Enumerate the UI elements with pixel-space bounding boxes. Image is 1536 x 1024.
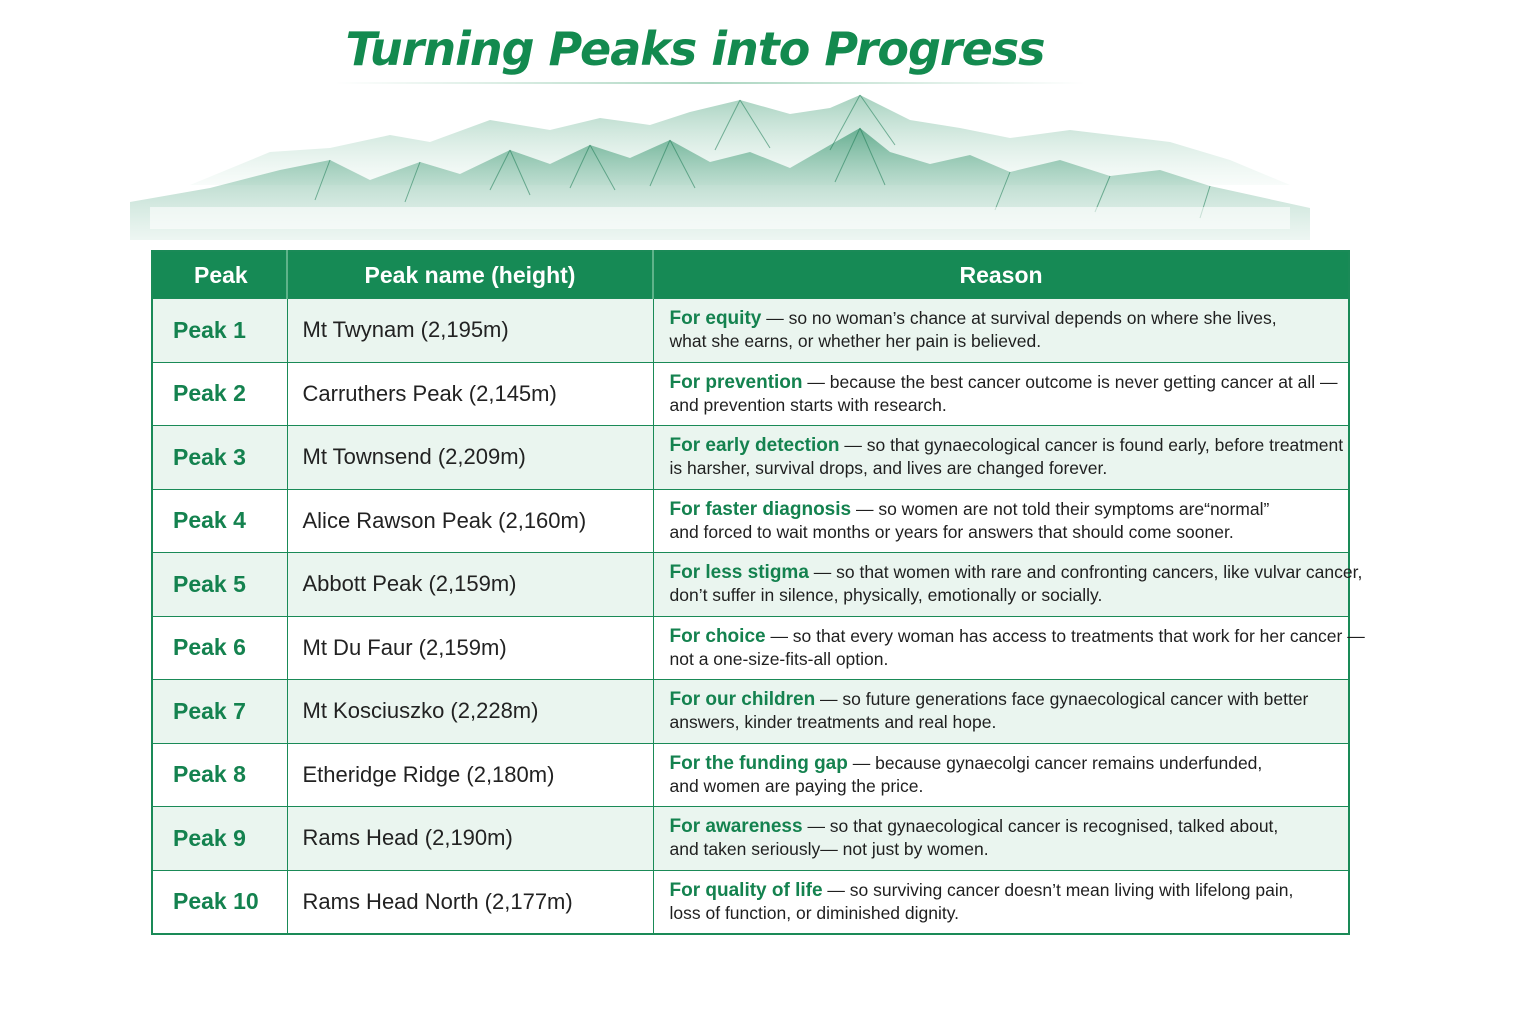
reason-text: — so that gynaecological cancer is found early, before treatment [839, 435, 1344, 456]
reason-line-1 [670, 371, 1339, 394]
reason-cell [653, 426, 1349, 490]
peak-name-height: Alice Rawson Peak (2,160m) [287, 489, 653, 553]
table-row [152, 489, 1349, 553]
table-row [152, 616, 1349, 680]
peak-number: Peak 8 [152, 743, 287, 807]
reason-cell [653, 299, 1349, 363]
peaks-table [151, 250, 1365, 935]
table-row [152, 807, 1349, 871]
reason-line-1 [670, 815, 1339, 838]
reason-line-1 [669, 625, 1365, 648]
reason-line-1 [669, 561, 1363, 584]
reason-line-1 [670, 498, 1339, 521]
reason-cell [653, 362, 1349, 426]
reason-line-2: don’t suffer in silence, physically, emotionally or socially. [669, 585, 1103, 606]
reason-cell [653, 870, 1349, 934]
reason-line-1 [670, 752, 1339, 775]
peak-number: Peak 5 [152, 553, 287, 617]
header-reason: Reason [653, 251, 1349, 299]
reason-text: — so that gynaecological cancer is recognised, talked about, [802, 816, 1279, 837]
title-underline [335, 82, 1085, 84]
peak-number: Peak 10 [152, 870, 287, 934]
peak-name-height: Etheridge Ridge (2,180m) [287, 743, 653, 807]
peak-number: Peak 6 [152, 616, 287, 680]
table-row [152, 553, 1349, 617]
reason-line-2: what she earns, or whether her pain is believed. [669, 331, 1042, 352]
peak-name-height: Rams Head North (2,177m) [287, 870, 653, 934]
peak-name-height: Mt Du Faur (2,159m) [287, 616, 653, 680]
reason-cell [653, 680, 1349, 744]
reason-line-1 [669, 434, 1344, 457]
peak-name-height: Mt Kosciuszko (2,228m) [287, 680, 653, 744]
reason-lead: For prevention [669, 371, 803, 393]
reason-line-2: answers, kinder treatments and real hope. [669, 712, 997, 733]
peak-name-height: Carruthers Peak (2,145m) [287, 362, 653, 426]
reason-text: — because gynaecolgi cancer remains underfunded, [847, 752, 1263, 773]
peak-name-height: Mt Twynam (2,195m) [287, 299, 653, 363]
peak-number: Peak 7 [152, 680, 287, 744]
reason-lead: For quality of life [669, 879, 823, 901]
peak-number: Peak 4 [152, 489, 287, 553]
reason-line-2: and forced to wait months or years for answers that should come sooner. [669, 521, 1234, 542]
page-title: Turning Peaks into Progress [345, 22, 1045, 76]
reason-line-2: and taken seriously— not just by women. [669, 839, 989, 860]
reason-text: — so women are not told their symptoms are“normal” [851, 498, 1270, 519]
reason-cell [653, 743, 1349, 807]
reason-lead: For less stigma [669, 562, 809, 584]
table-row [152, 299, 1349, 363]
reason-text: — so future generations face gynaecological cancer with better [815, 689, 1309, 710]
reason-cell [653, 553, 1363, 617]
peaks-table-container [151, 250, 1365, 935]
reason-text: — so no woman’s chance at survival depends on where she lives, [761, 308, 1277, 329]
reason-line-2: and women are paying the price. [669, 775, 924, 796]
reason-line-1 [670, 307, 1339, 330]
table-row [152, 426, 1349, 490]
header-peak: Peak [152, 251, 287, 299]
peak-name-height: Mt Townsend (2,209m) [287, 426, 653, 490]
mountain-range-illustration [130, 90, 1310, 240]
reason-lead: For faster diagnosis [669, 498, 852, 520]
header-peak-name: Peak name (height) [287, 251, 653, 299]
peak-number: Peak 1 [152, 299, 287, 363]
reason-line-2: is harsher, survival drops, and lives are changed forever. [669, 458, 1108, 479]
table-row [152, 870, 1349, 934]
reason-lead: For choice [669, 625, 766, 647]
table-row [152, 743, 1349, 807]
reason-cell [653, 807, 1349, 871]
reason-line-1 [670, 688, 1339, 711]
reason-lead: For the funding gap [669, 752, 848, 774]
table-row [152, 680, 1349, 744]
table-row [152, 362, 1349, 426]
reason-line-1 [670, 879, 1339, 902]
reason-text: — so surviving cancer doesn’t mean living with lifelong pain, [822, 879, 1294, 900]
reason-cell [653, 616, 1365, 680]
reason-line-2: loss of function, or diminished dignity. [669, 902, 960, 923]
reason-lead: For early detection [669, 435, 840, 457]
peak-number: Peak 3 [152, 426, 287, 490]
reason-text: — because the best cancer outcome is never getting cancer at all — [802, 371, 1338, 392]
reason-lead: For equity [669, 308, 762, 330]
reason-line-2: and prevention starts with research. [669, 394, 947, 415]
peak-number: Peak 9 [152, 807, 287, 871]
reason-text: — so that women with rare and confronting cancers, like vulvar cancer, [808, 562, 1363, 583]
table-header-row [152, 251, 1349, 299]
peak-number: Peak 2 [152, 362, 287, 426]
reason-line-2: not a one-size-fits-all option. [669, 648, 889, 669]
peak-name-height: Abbott Peak (2,159m) [287, 553, 653, 617]
reason-lead: For awareness [669, 816, 803, 838]
reason-lead: For our children [669, 689, 816, 711]
reason-text: — so that every woman has access to treatments that work for her cancer — [765, 625, 1365, 646]
reason-cell [653, 489, 1349, 553]
peak-name-height: Rams Head (2,190m) [287, 807, 653, 871]
